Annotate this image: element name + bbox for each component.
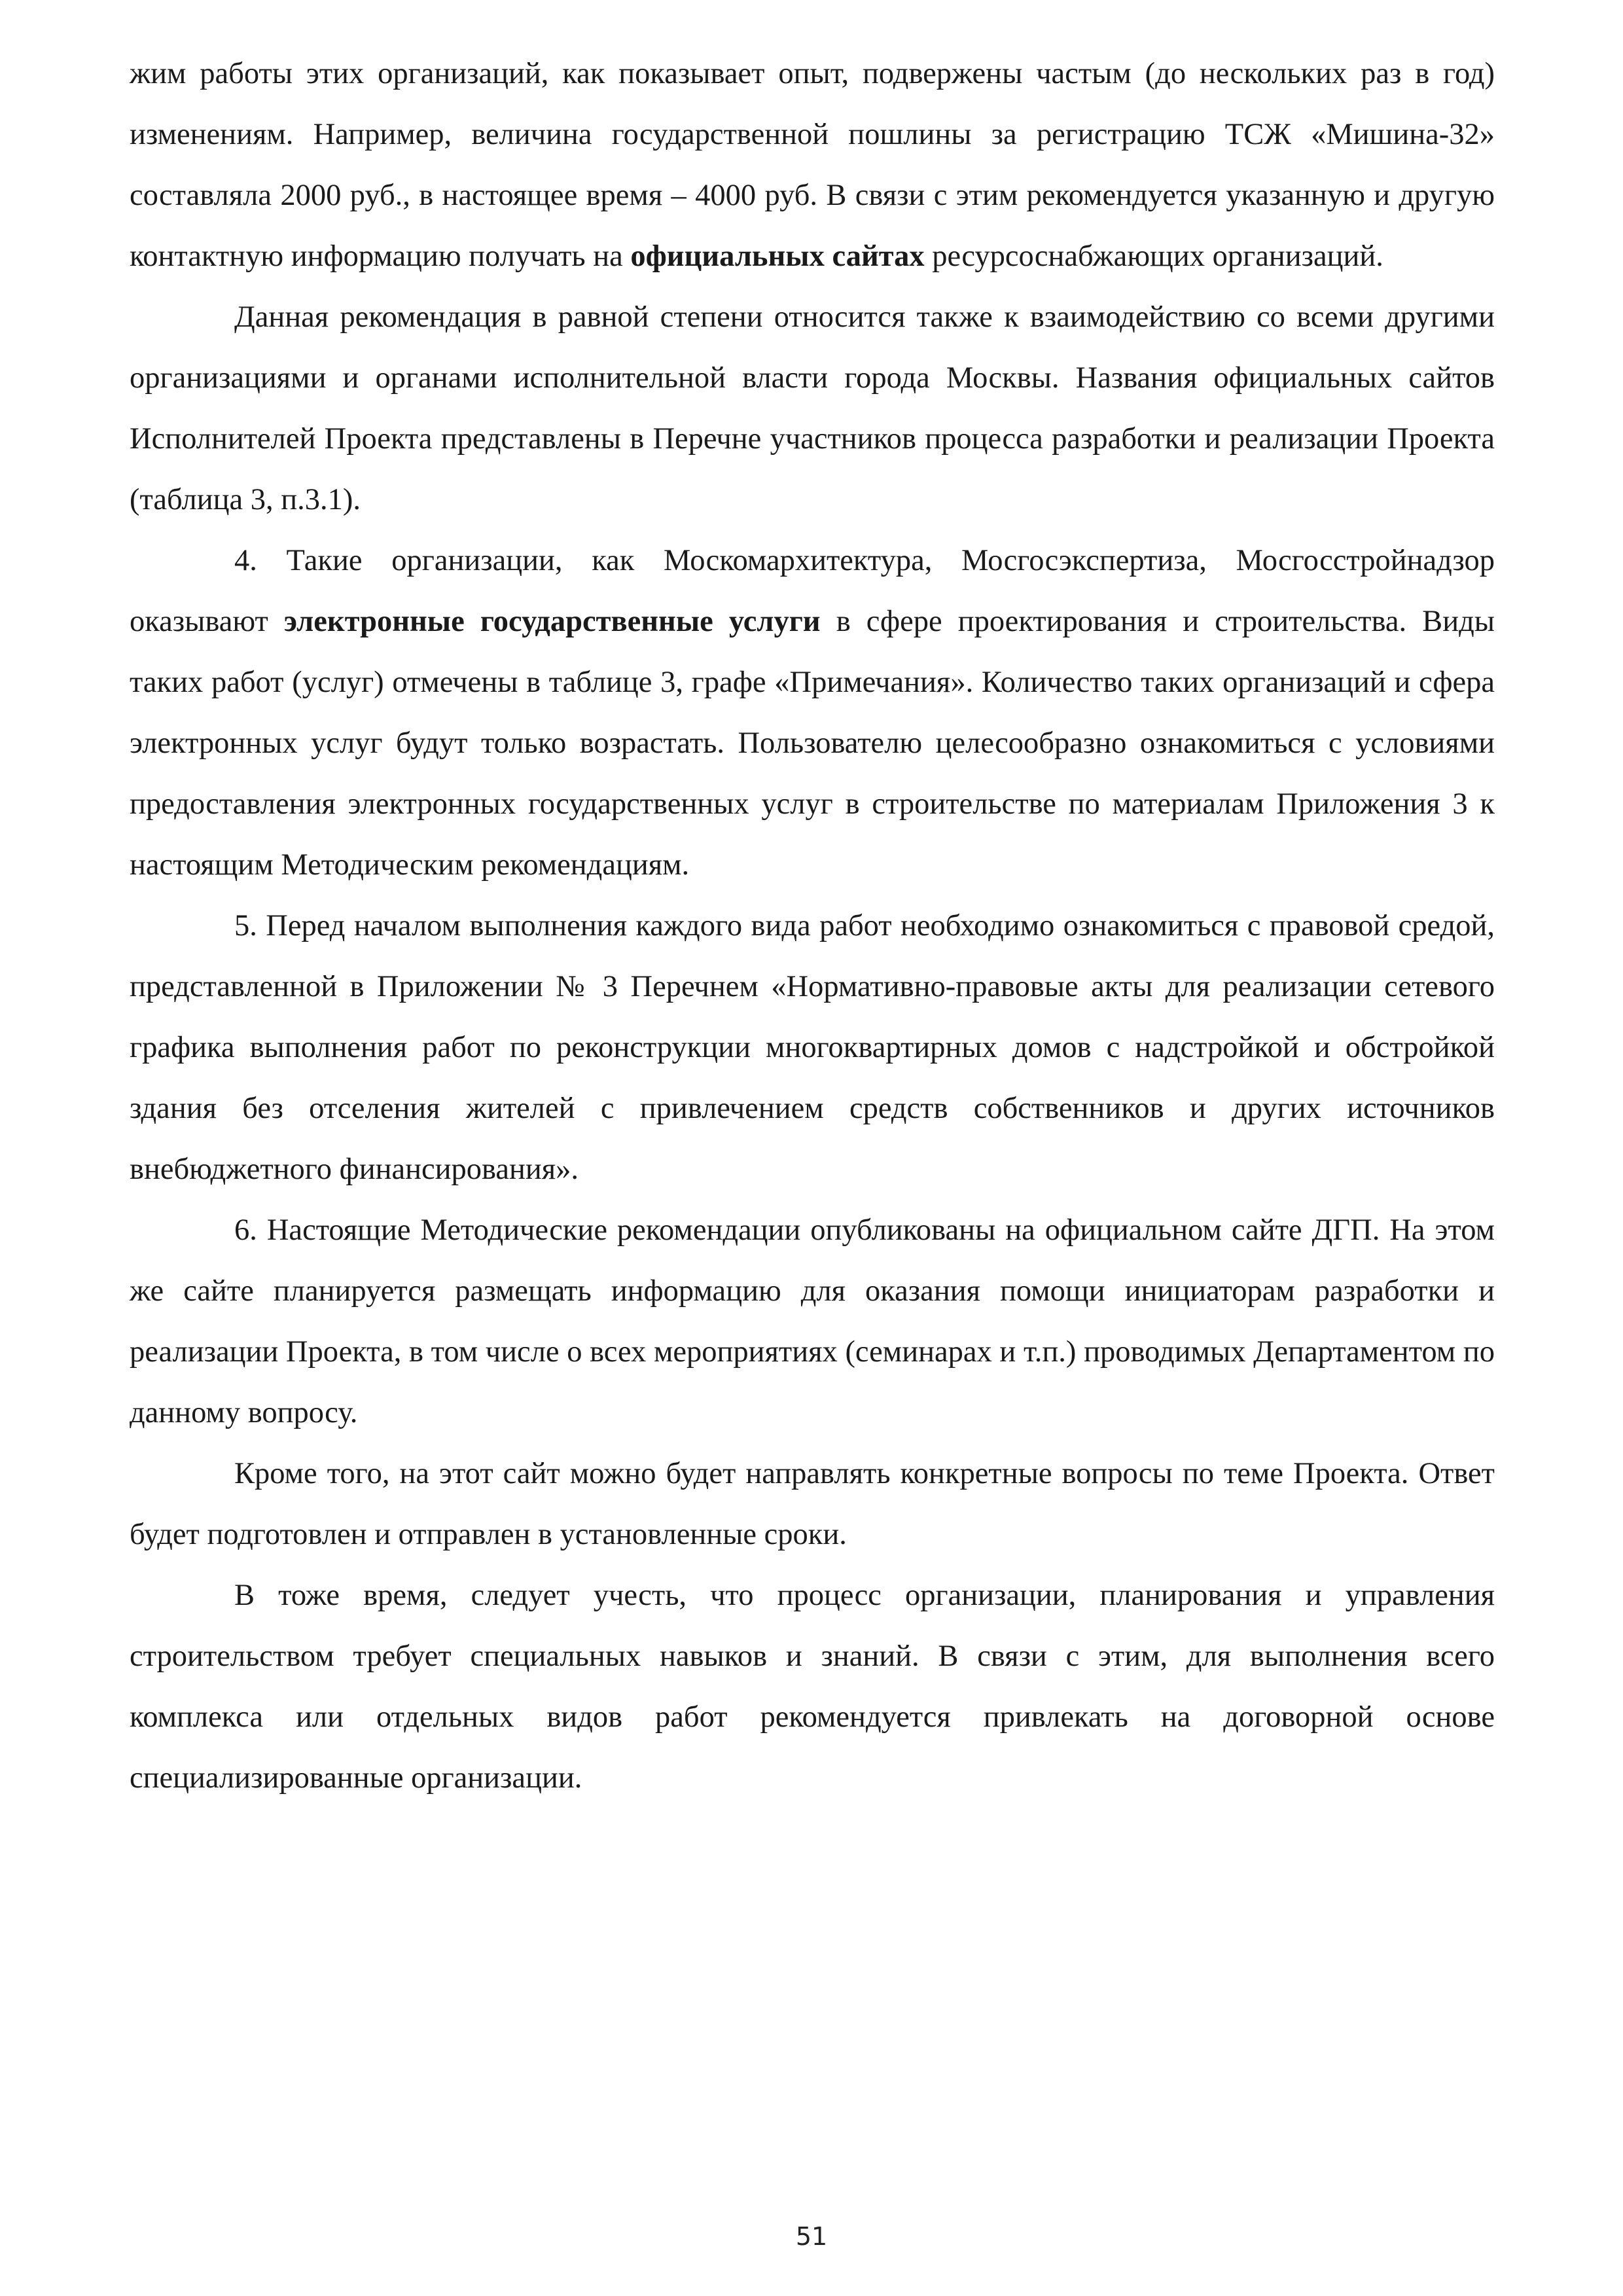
- paragraph-specialized-orgs: В тоже время, следует учесть, что процесс организации, планирования и управления строительством требует специальных навыков и знаний. В связи с этим, для выполнения всего комплекса или отдельных видов работ рекомендуется привлекать на договорной основе специализированные организации.: [130, 1579, 1495, 1795]
- paragraph-text: жим работы этих организаций, как показывает опыт, подвержены частым (до нескольких раз в год) изменениям. Например, величина государственной пошлины за регистрацию ТСЖ «Мишина-32» составляла 2000 руб., в настоящее время – 4000 руб. В связи с этим рекомендуется указанную и другую контактную информацию получать на: [130, 57, 1495, 273]
- paragraph-questions: Кроме того, на этот сайт можно будет направлять конкретные вопросы по теме Проекта. Ответ будет подготовлен и отправлен в установленные сроки.: [130, 1457, 1495, 1551]
- paragraph-continuation: [130, 43, 1495, 287]
- paragraph-text: ресурсоснабжающих организаций.: [924, 240, 1383, 273]
- bold-official-sites: официальных сайтах: [630, 240, 925, 273]
- paragraph-recommendation: Данная рекомендация в равной степени относится также к взаимодействию со всеми другими организациями и органами исполнительной власти города Москвы. Названия официальных сайтов Исполнителей Проекта представлены в Перечне участников процесса разработки и реализации Проекта (таблица 3, п.3.1).: [130, 300, 1495, 516]
- paragraph-item-5: 5. Перед началом выполнения каждого вида работ необходимо ознакомиться с правовой средой, представленной в Приложении № 3 Перечнем «Нормативно-правовые акты для реализации сетевого графика выполнения работ по реконструкции многоквартирных домов с надстройкой и обстройкой здания без отселения жителей с привлечением средств собственников и других источников внебюджетного финансирования».: [130, 909, 1495, 1186]
- paragraph-item-6: 6. Настоящие Методические рекомендации опубликованы на официальном сайте ДГП. На этом же сайте планируется размещать информацию для оказания помощи инициаторам разработки и реализации Проекта, в том числе о всех мероприятиях (семинарах и т.п.) проводимых Департаментом по данному вопросу.: [130, 1213, 1495, 1429]
- body-text: [130, 43, 1495, 1808]
- paragraph-text: в сфере проектирования и строительства. Виды таких работ (услуг) отмечены в таблице 3, графе «Примечания». Количество таких организаций и сфера электронных услуг будут только возрастать. Пользователю целесообразно ознакомиться с условиями предоставления электронных государственных услуг в строительстве по материалам Приложения 3 к настоящим Методическим рекомендациям.: [130, 605, 1495, 882]
- page-number: 51: [795, 2222, 828, 2251]
- paragraph-text: 4. Такие организации, как Москомархитектура, Мосгосэкспертиза, Мосгосстройнадзор оказывают: [130, 544, 1495, 638]
- paragraph-item-4: [130, 530, 1495, 895]
- bold-electronic-services: электронные государственные услуги: [283, 605, 821, 638]
